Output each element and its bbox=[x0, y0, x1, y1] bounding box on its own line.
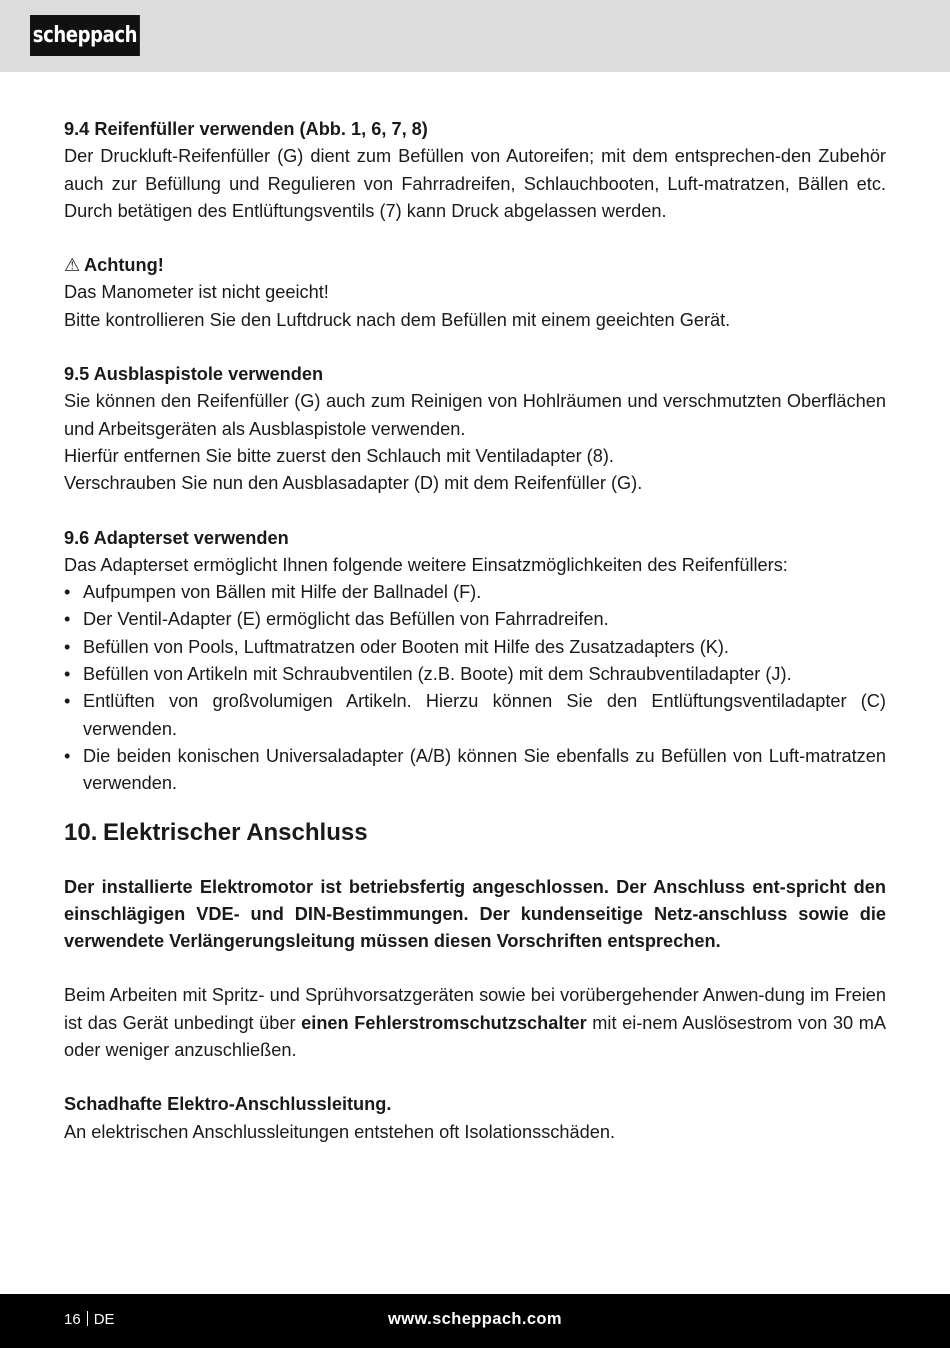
warning-heading bbox=[64, 252, 886, 279]
scheppach-logo: scheppach bbox=[30, 15, 140, 56]
damaged-cable-body: An elektrischen Anschlussleitungen entstehen oft Isolationsschäden. bbox=[64, 1121, 616, 1142]
warning-line-1: Das Manometer ist nicht geeicht! bbox=[64, 282, 329, 303]
para2-text-start: Beim Arbeiten mit Spritz- und Sprühvorsatzgeräten sowie bei vorübergehender Anwen-dung im Freien ist das Gerät unbedingt über bbox=[64, 985, 886, 1033]
page-footer bbox=[0, 1294, 950, 1348]
warning-line-2: Bitte kontrollieren Sie den Luftdruck nach dem Befüllen mit einem geeichten Gerät. bbox=[64, 309, 731, 330]
list-item: • Befüllen von Pools, Luftmatratzen oder Booten mit Hilfe des Zusatzadapters (K). bbox=[64, 634, 886, 661]
language-code: DE bbox=[93, 1311, 115, 1328]
section-10-bold-paragraph: Der installierte Elektromotor ist betriebsfertig angeschlossen. Der Anschluss ent-spricht den einschlägigen VDE- und DIN-Bestimmungen. Der kundenseitige Netz-anschluss sowie die verwendete Verlängerungsleitung müssen diesen Vorschriften entsprechen. bbox=[64, 876, 886, 952]
website-link[interactable]: www.scheppach.com bbox=[388, 1310, 562, 1328]
section-9-4-body: Der Druckluft-Reifenfüller (G) dient zum Befüllen von Autoreifen; mit dem entsprechen-den Zubehör auch zur Befüllung und Regulieren von Fahrradreifen, Schlauchbooten, Luft-matratzen, Bällen etc. Durch betätigen des Entlüftungsventils (7) kann Druck abgelassen werden. bbox=[64, 146, 886, 221]
page-content bbox=[64, 116, 886, 1146]
section-9-6-intro: Das Adapterset ermöglicht Ihnen folgende weitere Einsatzmöglichkeiten des Reifenfüllers: bbox=[64, 554, 788, 575]
list-item: • Befüllen von Artikeln mit Schraubventilen (z.B. Boote) mit dem Schraubventiladapter (J). bbox=[64, 661, 886, 688]
list-item: • Der Ventil-Adapter (E) ermöglicht das Befüllen von Fahrradreifen. bbox=[64, 606, 886, 633]
damaged-cable-heading: Schadhafte Elektro-Anschlussleitung. bbox=[64, 1094, 392, 1115]
section-9-6-heading: 9.6 Adapterset verwenden bbox=[64, 527, 289, 548]
section-9-5-heading: 9.5 Ausblaspistole verwenden bbox=[64, 364, 324, 385]
section-9-5-line-1: Sie können den Reifenfüller (G) auch zum Reinigen von Hohlräumen und verschmutzten Oberflächen und Arbeitsgeräten als Ausblaspistole verwenden. bbox=[64, 391, 886, 439]
page-header bbox=[0, 0, 950, 72]
section-9-4-heading: 9.4 Reifenfüller verwenden (Abb. 1, 6, 7, 8) bbox=[64, 119, 428, 139]
para2-text-end: mit ei-nem Auslösestrom von 30 mA oder weniger anzuschließen. bbox=[64, 1012, 886, 1061]
para2-bold-text: einen Fehlerstromschutzschalter bbox=[301, 1012, 587, 1033]
section-10-heading bbox=[64, 818, 886, 848]
section-9-5-line-3: Verschrauben Sie nun den Ausblasadapter (D) mit dem Reifenfüller (G). bbox=[64, 473, 643, 494]
warning-triangle-icon: ⚠ bbox=[64, 255, 81, 276]
list-item: • Die beiden konischen Universaladapter (A/B) können Sie ebenfalls zu Befüllen von Luft-matratzen verwenden. bbox=[64, 743, 886, 798]
list-item: • Entlüften von großvolumigen Artikeln. Hierzu können Sie den Entlüftungsventiladapter (C) verwenden. bbox=[64, 688, 886, 743]
section-10-paragraph-2 bbox=[64, 982, 886, 1064]
warning-title: Achtung! bbox=[84, 255, 164, 276]
section-10-title: Elektrischer Anschluss bbox=[103, 818, 368, 846]
page-number-value: 16 bbox=[64, 1311, 81, 1328]
section-10-number: 10. bbox=[64, 818, 98, 846]
adapter-list bbox=[64, 579, 886, 797]
list-item: • Aufpumpen von Bällen mit Hilfe der Ballnadel (F). bbox=[64, 579, 886, 606]
section-9-5-line-2: Hierfür entfernen Sie bitte zuerst den Schlauch mit Ventiladapter (8). bbox=[64, 445, 614, 466]
